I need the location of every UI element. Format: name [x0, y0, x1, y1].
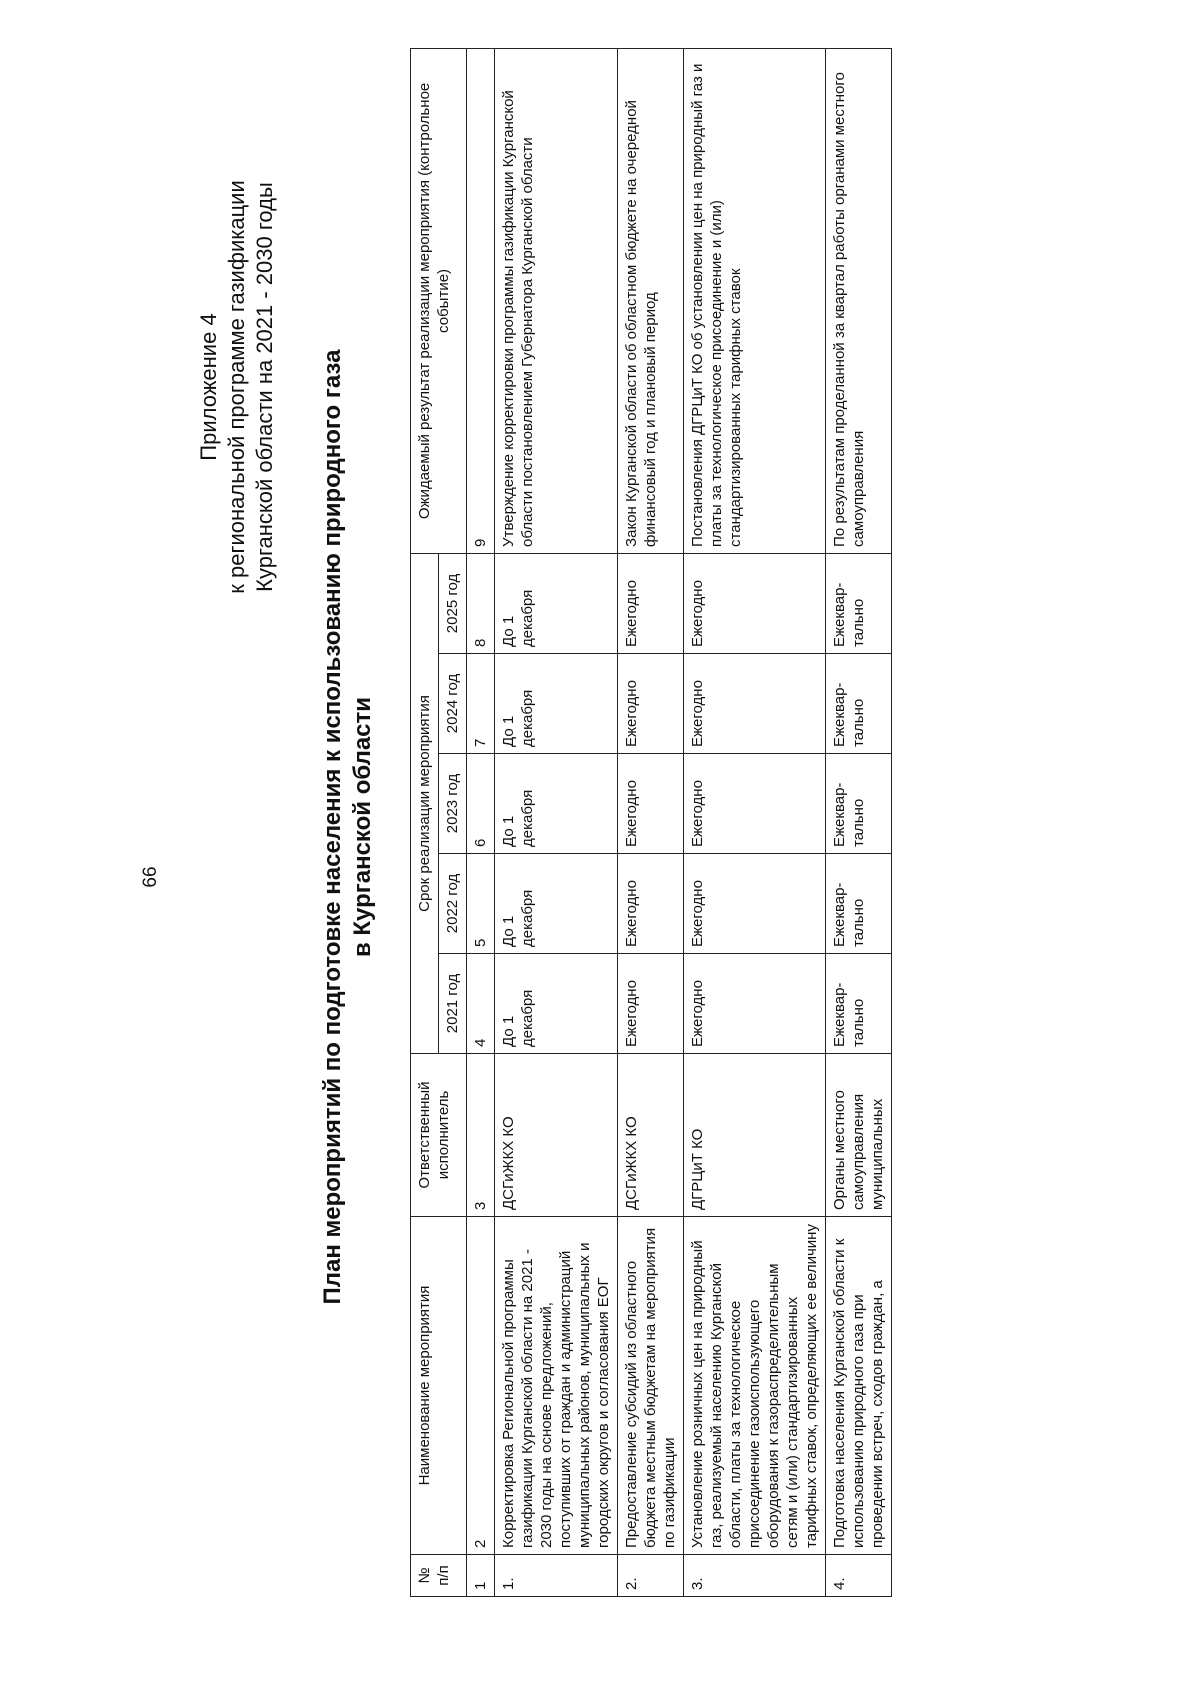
period-2023: Ежегодно: [618, 754, 684, 854]
period-2024: До 1 декабря: [495, 654, 618, 754]
header-year: 2022 год: [439, 854, 467, 954]
appendix-line-3: Курганской области на 2021 - 2030 годы: [252, 182, 277, 592]
header-num: № п/п: [411, 1555, 467, 1597]
period-2022: Ежеквар-тально: [826, 854, 892, 954]
expected-result: Закон Курганской области об областном бюджете на очередной финансовый год и плановый период: [618, 48, 684, 553]
appendix-line-2: к региональной программе газификации: [224, 180, 249, 594]
period-2024: Ежегодно: [684, 654, 826, 754]
period-2025: Ежеквар-тально: [826, 553, 892, 653]
row-number: 2.: [618, 1555, 684, 1597]
page-number: 66: [140, 866, 161, 888]
column-number: 8: [467, 553, 495, 653]
column-number: 1: [467, 1555, 495, 1597]
title-line-1: План мероприятий по подготовке населения к использованию природного газа: [319, 349, 346, 1305]
table-row: [495, 48, 618, 1596]
header-result: Ожидаемый результат реализации мероприятия (контрольное событие): [411, 48, 467, 553]
column-number: 5: [467, 854, 495, 954]
executor: ДСГиЖКХ КО: [618, 1054, 684, 1217]
period-2025: До 1 декабря: [495, 553, 618, 653]
table-row: [826, 48, 892, 1596]
table-row: [618, 48, 684, 1596]
header-name: Наименование мероприятия: [411, 1217, 467, 1555]
title-line-2: в Курганской области: [349, 696, 376, 958]
period-2022: Ежегодно: [684, 854, 826, 954]
column-number: 9: [467, 48, 495, 553]
row-number: 1.: [495, 1555, 618, 1597]
column-number-row: [467, 48, 495, 1596]
column-number: 4: [467, 954, 495, 1054]
period-2021: До 1 декабря: [495, 954, 618, 1054]
event-name: Подготовка населения Курганской области к использованию природного газа при проведении встреч, сходов граждан, а: [826, 1217, 892, 1555]
period-2021: Ежегодно: [618, 954, 684, 1054]
column-number: 7: [467, 654, 495, 754]
period-2024: Ежегодно: [618, 654, 684, 754]
event-name: Корректировка Региональной программы газификации Курганской области на 2021 - 2030 годы на основе предложений, поступивших от граждан и администраций муниципальных районов, муниципальных и городских округов и согласования ЕОГ: [495, 1217, 618, 1555]
expected-result: Постановления ДГРЦиТ КО об установлении цен на природный газ и платы за технологическое присоединение и (или) стандартизированных тарифных ставок: [684, 48, 826, 553]
plan-table: [410, 48, 892, 1597]
period-2021: Ежегодно: [684, 954, 826, 1054]
expected-result: По результатам проделанной за квартал работы органами местного самоуправления: [826, 48, 892, 553]
period-2025: Ежегодно: [618, 553, 684, 653]
expected-result: Утверждение корректировки программы газификации Курганской области постановлением Губернатора Курганской области: [495, 48, 618, 553]
table-row: [684, 48, 826, 1596]
period-2021: Ежеквар-тально: [826, 954, 892, 1054]
column-number: 2: [467, 1217, 495, 1555]
header-year: 2024 год: [439, 654, 467, 754]
column-number: 3: [467, 1054, 495, 1217]
document-title: [318, 277, 378, 1377]
executor: ДСГиЖКХ КО: [495, 1054, 618, 1217]
executor: Органы местного самоуправления муниципальных: [826, 1054, 892, 1217]
column-number: 6: [467, 754, 495, 854]
period-2023: Ежеквар-тально: [826, 754, 892, 854]
period-2022: Ежегодно: [618, 854, 684, 954]
appendix-header: [195, 37, 279, 737]
row-number: 4.: [826, 1555, 892, 1597]
period-2023: До 1 декабря: [495, 754, 618, 854]
header-year: 2023 год: [439, 754, 467, 854]
period-2022: До 1 декабря: [495, 854, 618, 954]
header-year: 2021 год: [439, 954, 467, 1054]
event-name: Предоставление субсидий из областного бюджета местным бюджетам на мероприятия по газификации: [618, 1217, 684, 1555]
period-2024: Ежеквар-тально: [826, 654, 892, 754]
event-name: Установление розничных цен на природный газ, реализуемый населению Курганской области, платы за технологическое присоединение газоиспользующего оборудования к газораспределительным сетям и (или) стандартизированных тарифных ставок, определяющих ее величину: [684, 1217, 826, 1555]
appendix-line-1: Приложение 4: [196, 313, 221, 461]
header-executor: Ответственный исполнитель: [411, 1054, 467, 1217]
row-number: 3.: [684, 1555, 826, 1597]
executor: ДГРЦиТ КО: [684, 1054, 826, 1217]
period-2025: Ежегодно: [684, 553, 826, 653]
header-period: Срок реализации мероприятия: [411, 553, 439, 1053]
period-2023: Ежегодно: [684, 754, 826, 854]
header-year: 2025 год: [439, 553, 467, 653]
